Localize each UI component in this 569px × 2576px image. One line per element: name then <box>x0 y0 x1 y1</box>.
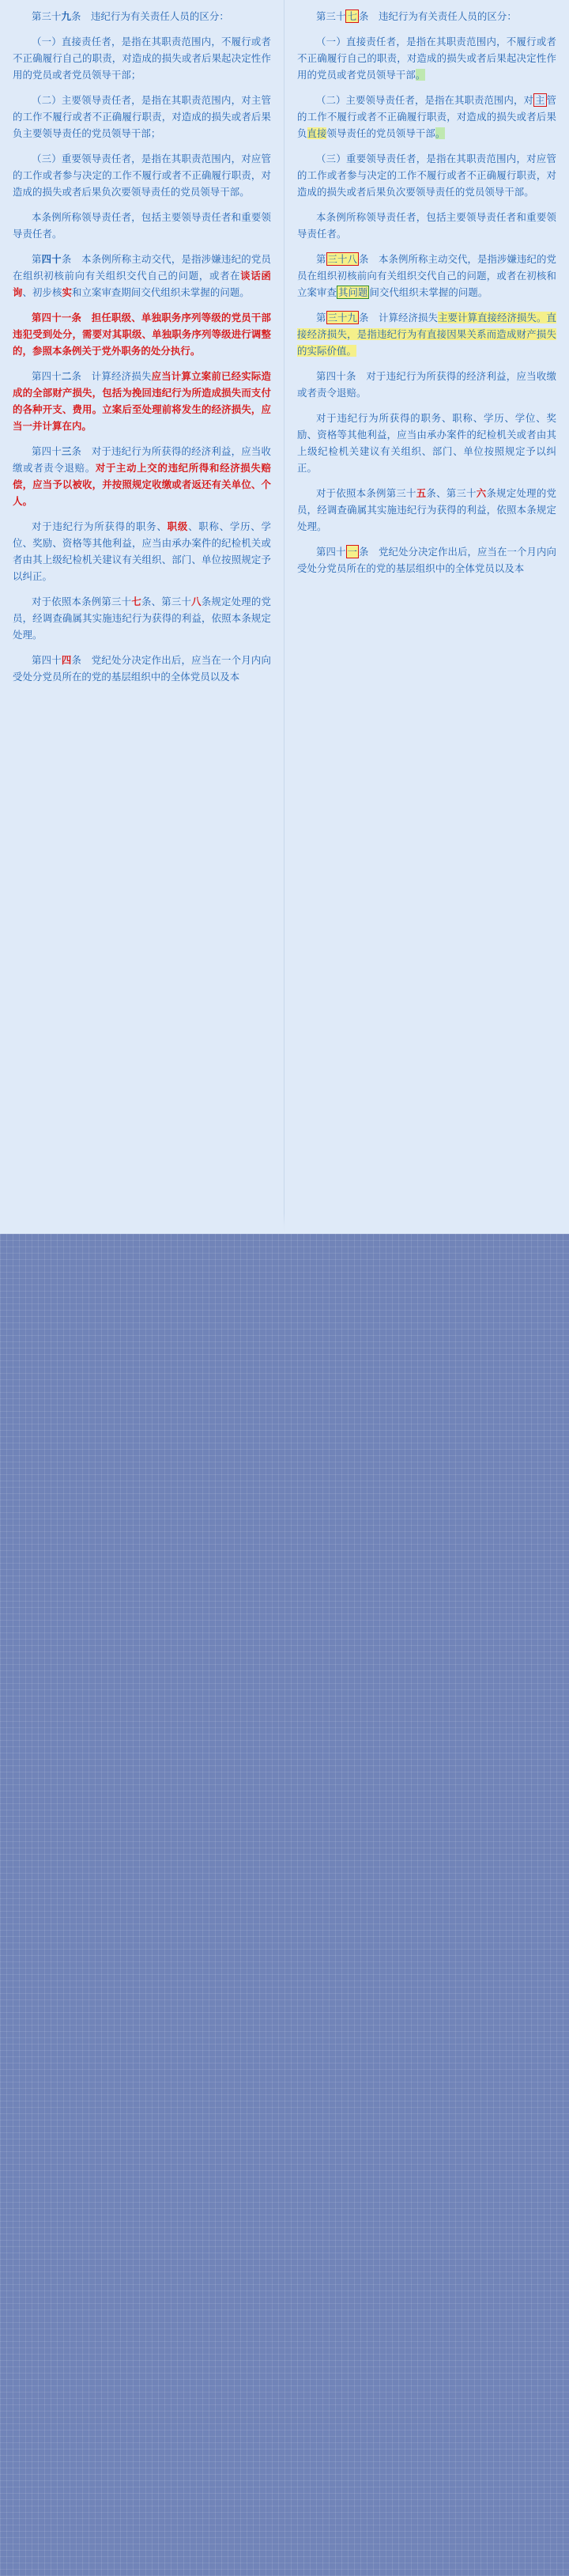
paragraph: 本条例所称领导责任者，包括主要领导责任者和重要领导责任者。 <box>13 211 271 240</box>
paragraph: 第四十四条 党纪处分决定作出后，应当在一个月内向受处分党员所在的党的基层组织中的全体党员以及本 <box>13 654 271 683</box>
paragraph: （三）重要领导责任者，是指在其职责范围内，对应管的工作或者参与决定的工作不履行或者不正确履行职责，对造成的损失或者后果负次要领导责任的党员领导干部。 <box>13 153 271 198</box>
document-comparison-view <box>0 0 569 1234</box>
paragraph: （一）直接责任者，是指在其职责范围内，不履行或者不正确履行自己的职责，对造成的损失或者后果起决定性作用的党员或者党员领导干部。 <box>297 36 556 81</box>
paragraph: 第四十三条 对于违纪行为所获得的经济利益，应当收缴或者责令退赔。对于主动上交的违纪所得和经济损失赔偿，应当予以被收，并按照规定收缴或者返还有关单位、个人。 <box>13 445 271 507</box>
paragraph: 第四十条 本条例所称主动交代，是指涉嫌违纪的党员在组织初核前向有关组织交代自己的问题，或者在谈话函询、初步核实和立案审查期间交代组织未掌握的问题。 <box>13 253 272 298</box>
paragraph: 对于依照本条例第三十七条、第三十八条规定处理的党员，经调查确属其实施违纪行为获得的利益，依照本条规定处理。 <box>13 596 272 641</box>
paragraph: 第三十 七 条 违纪行为有关责任人员的区分： <box>316 10 517 22</box>
document-column-left <box>0 0 284 1234</box>
paragraph: 第四十 一 条 党纪处分决定作出后，应当在一个月内向受处分党员所在的党的基层组织中的全体党员以及本 <box>297 546 556 574</box>
paragraph: 第四十条 对于违纪行为所获得的经济利益，应当收缴或者责令退赔。 <box>297 370 556 399</box>
document-column-right <box>284 0 569 1234</box>
paragraph: （三）重要领导责任者，是指在其职责范围内，对应管的工作或者参与决定的工作不履行或者不正确履行职责，对造成的损失或者后果负次要领导责任的党员领导干部。 <box>297 153 556 198</box>
paragraph: 对于依照本条例第三十五条、第三十六条规定处理的党员，经调查确属其实施违纪行为获得的利益，依照本条规定处理。 <box>297 487 557 532</box>
paragraph: 本条例所称领导责任者，包括主要领导责任者和重要领导责任者。 <box>297 211 556 240</box>
paragraph: 第三十九条 违纪行为有关责任人员的区分： <box>32 10 229 22</box>
paragraph: 对于违纪行为所获得的职务、职称、学历、学位、奖励、资格等其他利益，应当由承办案件的纪检机关或者由其上级纪检机关建议有关组织、部门、单位按照规定予以纠正。 <box>297 412 556 474</box>
paragraph: 对于违纪行为所获得的职务、职级、职称、学历、学位、奖励、资格等其他利益，应当由承办案件的纪检机关或者由其上级纪检机关建议有关组织、部门、单位按照规定予以纠正。 <box>13 520 271 582</box>
paragraph-inserted: 第四十一条 担任职级、单独职务序列等级的党员干部违犯受到处分，需要对其职级、单独职务序列等级进行调整的，参照本条例关于党外职务的处分执行。 <box>13 312 271 357</box>
paragraph: 第 三十八 条 本条例所称主动交代，是指涉嫌违纪的党员在组织初核前向有关组织交代自己的问题，或者在初核和立案审查 其问题 间交代组织未掌握的问题。 <box>297 253 556 298</box>
paragraph: （一）直接责任者，是指在其职责范围内，不履行或者不正确履行自己的职责，对造成的损失或者后果起决定性作用的党员或者党员领导干部； <box>13 36 271 81</box>
paragraph: 第 三十九 条 计算经济损失主要计算直接经济损失。直接经济损失，是指违纪行为有直接因果关系而造成财产损失的实际价值。 <box>297 312 556 357</box>
paragraph: （二）主要领导责任者，是指在其职责范围内，对 主 管的工作不履行或者不正确履行职责，对造成的损失或者后果负直接领导责任的党员领导干部。 <box>297 94 556 139</box>
paragraph: 第四十二条 计算经济损失应当计算立案前已经实际造成的全部财产损失，包括为挽回违纪行为所造成损失而支付的各种开支、费用。立案后至处理前将发生的经济损失，应当一并计算在内。 <box>13 370 271 432</box>
paragraph: （二）主要领导责任者，是指在其职责范围内，对主管的工作不履行或者不正确履行职责，对造成的损失或者后果负主要领导责任的党员领导干部； <box>13 94 271 139</box>
